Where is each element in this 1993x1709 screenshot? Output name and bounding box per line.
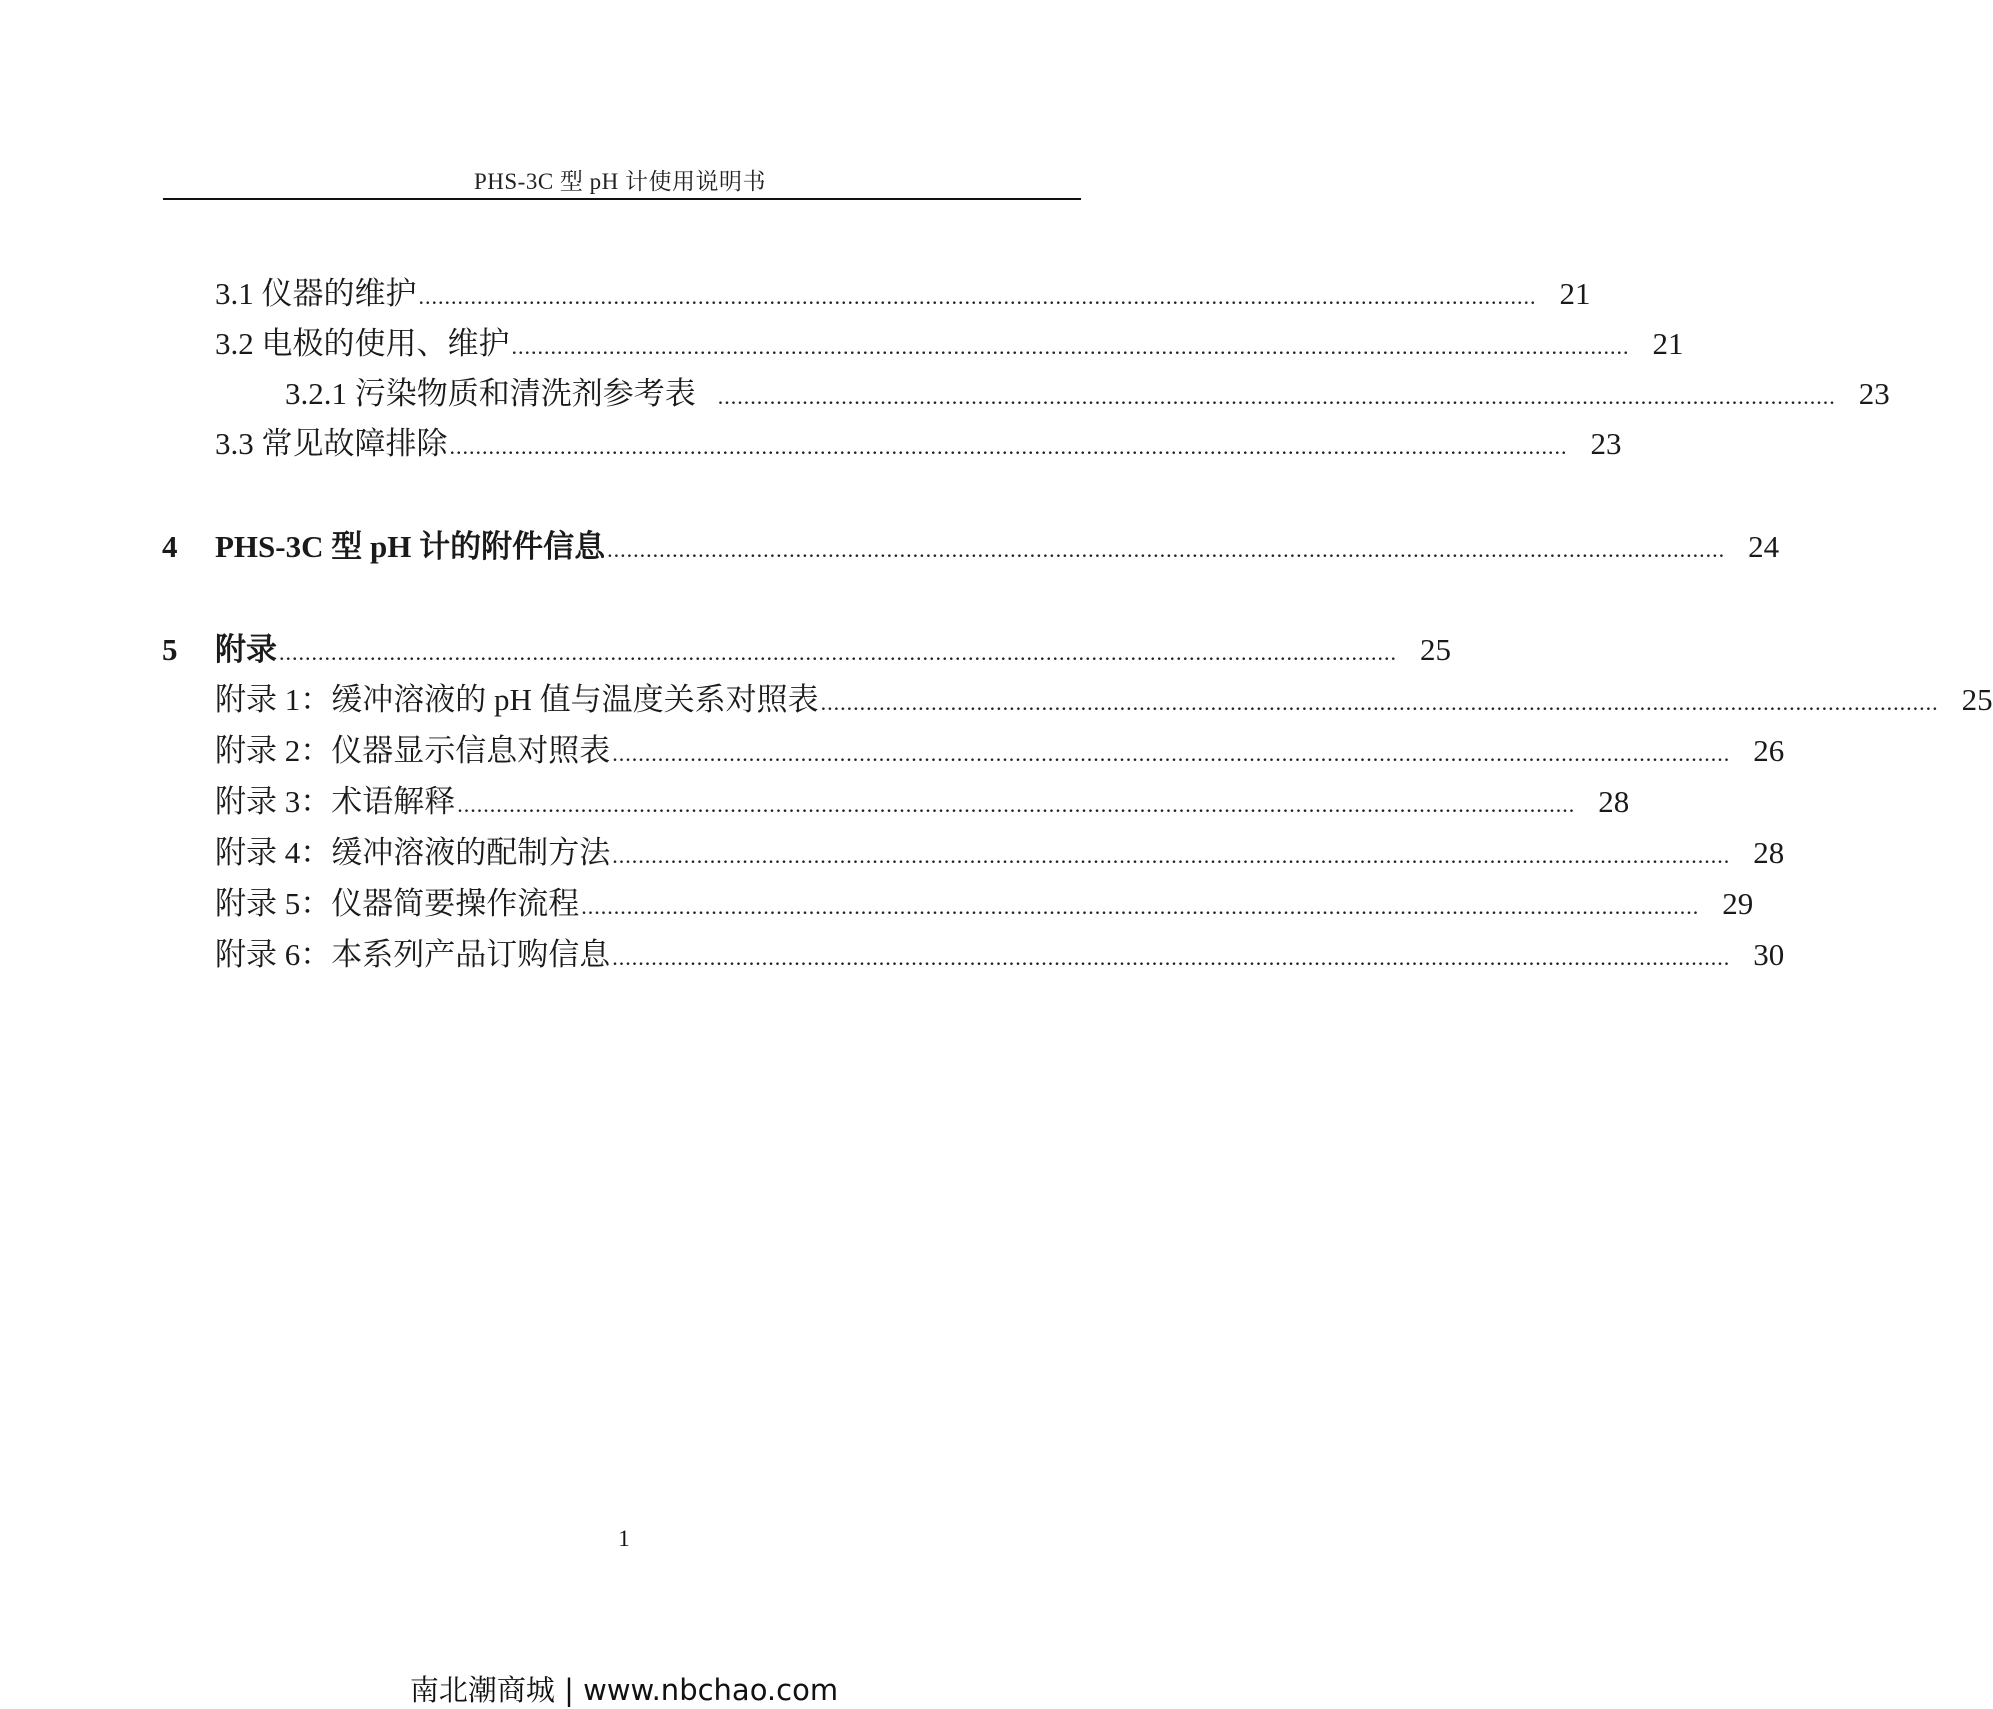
- toc-label: 附录 1：缓冲溶液的 pH 值与温度关系对照表: [215, 682, 819, 717]
- toc-leader: ............................................................................................................................................................................: [607, 537, 1726, 562]
- toc-entry-appendix-6[interactable]: [215, 929, 1785, 974]
- toc-page: 29: [1722, 886, 1754, 921]
- toc-label: 3.2 电极的使用、维护: [215, 326, 510, 361]
- toc-label: [162, 624, 277, 669]
- toc-label: 附录 4：缓冲溶液的配制方法: [215, 835, 611, 870]
- toc-label: 附录 5：仪器简要操作流程: [215, 886, 580, 921]
- toc-page: 25: [1961, 682, 1993, 717]
- chapter-number: 5: [162, 632, 178, 667]
- toc-entry-appendix-3[interactable]: [215, 776, 1630, 821]
- toc-page: 25: [1420, 632, 1451, 667]
- toc-leader: ............................................................................................................................................................................: [820, 690, 1939, 715]
- toc-chapter-5[interactable]: [162, 624, 1451, 669]
- chapter-title: 附录: [215, 632, 277, 667]
- toc-leader: ............................................................................................................................................................................: [717, 384, 1836, 409]
- toc-page: 24: [1748, 529, 1780, 564]
- toc-label: 附录 2：仪器显示信息对照表: [215, 733, 611, 768]
- toc-label: 附录 3：术语解释: [215, 784, 456, 819]
- toc-label: 3.1 仪器的维护: [215, 276, 417, 311]
- toc-leader: ............................................................................................................................................................................: [449, 434, 1568, 459]
- toc-label: [162, 521, 605, 566]
- toc-page: 26: [1753, 733, 1785, 768]
- toc-leader: ............................................................................................................................................................................: [457, 792, 1576, 817]
- toc-page: 28: [1598, 784, 1630, 819]
- header-title: PHS-3C 型 pH 计使用说明书: [473, 169, 767, 194]
- chapter-title: PHS-3C 型 pH 计的附件信息: [215, 529, 606, 564]
- toc-page: 21: [1559, 276, 1591, 311]
- toc-label: 3.2.1 污染物质和清洗剂参考表: [285, 376, 696, 411]
- page-number: 1: [618, 1526, 630, 1551]
- toc-leader: ............................................................................................................................................................................: [612, 741, 1731, 766]
- toc-leader: ............................................................................................................................................................................: [511, 334, 1630, 359]
- toc-chapter-4[interactable]: [162, 521, 1780, 566]
- toc-entry-appendix-2[interactable]: [215, 725, 1785, 770]
- toc-entry-3-2-1[interactable]: [285, 368, 1890, 413]
- toc-page: 28: [1753, 835, 1785, 870]
- toc-page: 30: [1753, 937, 1785, 972]
- toc-entry-appendix-1[interactable]: [215, 674, 1993, 719]
- toc-entry-appendix-4[interactable]: [215, 827, 1785, 872]
- toc-leader: ............................................................................................................................................................................: [612, 945, 1731, 970]
- footer-watermark[interactable]: 南北潮商城 | www.nbchao.com: [409, 1673, 839, 1707]
- toc-leader: ............................................................................................................................................................................: [612, 843, 1731, 868]
- toc-leader: ............................................................................................................................................................................: [279, 640, 1397, 665]
- toc-label: 3.3 常见故障排除: [215, 426, 448, 461]
- header-rule: [163, 198, 1081, 200]
- toc-leader: ............................................................................................................................................................................: [418, 284, 1537, 309]
- toc-entry-3-3[interactable]: [215, 418, 1622, 463]
- toc-label: 附录 6：本系列产品订购信息: [215, 937, 611, 972]
- toc-entry-3-1[interactable]: [215, 268, 1591, 313]
- toc-entry-3-2[interactable]: [215, 318, 1684, 363]
- toc-page: 21: [1652, 326, 1684, 361]
- toc-entry-appendix-5[interactable]: [215, 878, 1754, 923]
- toc-page: 23: [1858, 376, 1890, 411]
- toc-page: 23: [1590, 426, 1622, 461]
- chapter-number: 4: [162, 529, 178, 564]
- toc-leader: ............................................................................................................................................................................: [581, 894, 1700, 919]
